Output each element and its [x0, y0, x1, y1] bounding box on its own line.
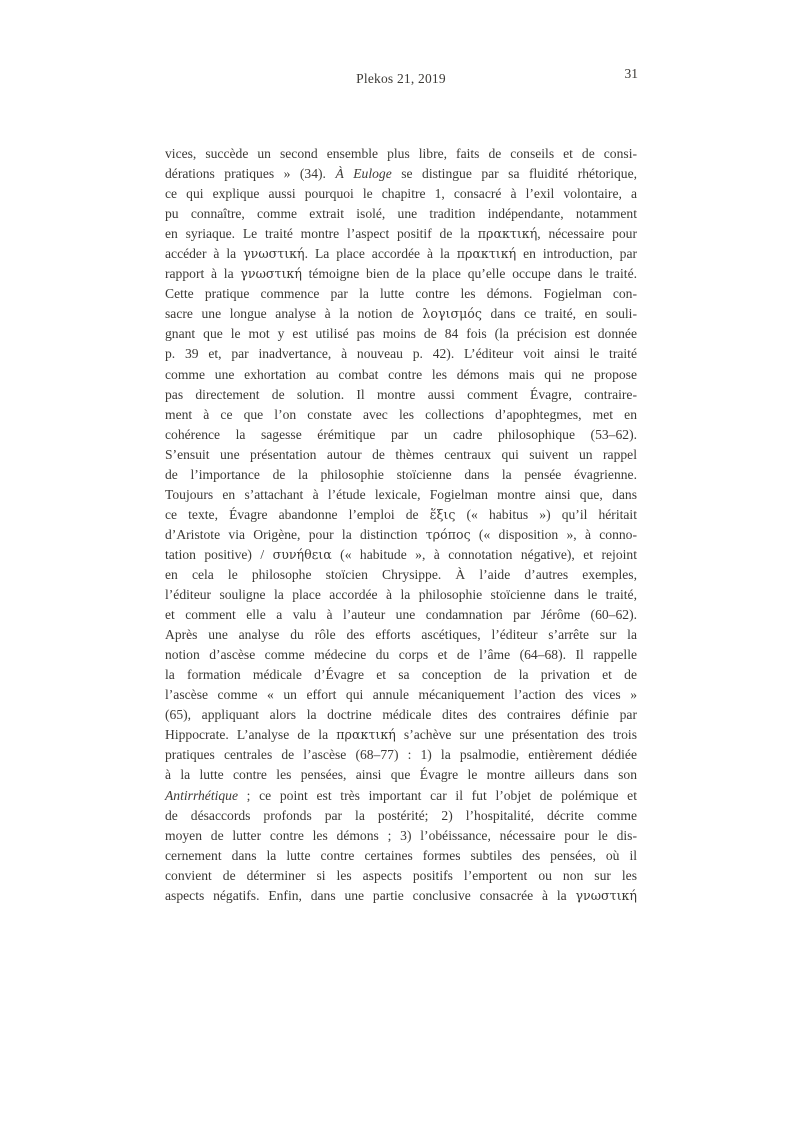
text-segment: tation positive) / [165, 546, 273, 562]
page-body [165, 144, 637, 906]
text-segment: (65), appliquant alors la doctrine médicale dites des contraires définie par [165, 707, 637, 723]
text-line [165, 745, 637, 765]
text-line [165, 645, 637, 665]
text-segment: notion d’ascèse comme médecine du corps et de l’âme (64–68). Il rappelle [165, 647, 637, 663]
text-line [165, 365, 637, 385]
text-line [165, 705, 637, 725]
text-line [165, 385, 637, 405]
work-title: À Euloge [335, 166, 392, 182]
text-segment: s’achève sur une présentation des trois [395, 727, 637, 743]
text-line [165, 665, 637, 685]
greek-term: γνωστική [243, 246, 305, 262]
greek-term: γνωστική [575, 887, 637, 903]
text-segment: comme une exhortation au combat contre les démons mais qui ne propose [165, 366, 637, 382]
text-segment: (« disposition », à conno- [470, 526, 637, 542]
text-line [165, 344, 637, 364]
text-segment: la formation médicale d’Évagre et sa conception de la privation et de [165, 667, 637, 683]
text-line [165, 806, 637, 826]
text-line [165, 425, 637, 445]
text-segment: se distingue par sa fluidité rhétorique, [391, 166, 637, 182]
text-line [165, 886, 637, 906]
text-line [165, 786, 637, 806]
text-segment: gnant que le mot y est utilisé pas moins de 84 fois (la précision est donnée [165, 326, 637, 342]
text-line [165, 846, 637, 866]
text-line [165, 485, 637, 505]
text-segment: aspects négatifs. Enfin, dans une partie conclusive consacrée à la [165, 887, 576, 903]
text-line [165, 505, 637, 525]
text-segment: dans ce traité, en souli- [481, 306, 637, 322]
text-line [165, 545, 637, 565]
greek-term: πρακτική [477, 226, 538, 242]
text-segment: à la lutte contre les pensées, ainsi que Évagre le montre ailleurs dans son [165, 767, 637, 783]
text-line [165, 826, 637, 846]
greek-term: ἕξις [429, 506, 456, 522]
greek-term: λογισμός [422, 306, 482, 322]
text-segment: cernement dans la lutte contre certaines formes subtiles des pensées, où il [165, 847, 637, 863]
text-line [165, 405, 637, 425]
text-segment: en introduction, par [516, 246, 638, 262]
text-segment: de l’importance de la philosophie stoïcienne dans la pensée évagrienne. [165, 466, 637, 482]
text-line [165, 264, 637, 284]
text-segment: moyen de lutter contre les démons ; 3) l’obéissance, nécessaire pour le dis- [165, 827, 637, 843]
text-segment: (« habitude », à connotation négative), et rejoint [331, 546, 637, 562]
text-segment: ment à ce que l’on constate avec les collections d’apophtegmes, met en [165, 406, 637, 422]
text-line [165, 324, 637, 344]
journal-title: Plekos 21, 2019 [356, 71, 446, 86]
text-segment: en cela le philosophe stoïcien Chrysippe. À l’aide d’autres exemples, [165, 566, 637, 582]
text-segment: pas directement de solution. Il montre aussi comment Évagre, contraire- [165, 386, 637, 402]
text-segment: rapport à la [165, 266, 241, 282]
text-line [165, 144, 637, 164]
text-segment: ce texte, Évagre abandonne l’emploi de [165, 506, 430, 522]
text-segment: (« habitus ») qu’il héritait [455, 506, 637, 522]
text-segment: de désaccords profonds par la postérité; 2) l’hospitalité, décrite comme [165, 807, 637, 823]
text-line [165, 244, 637, 264]
text-segment: Toujours en s’attachant à l’étude lexicale, Fogielman montre ainsi que, dans [165, 486, 637, 502]
text-line [165, 224, 637, 244]
text-line [165, 284, 637, 304]
text-line [165, 565, 637, 585]
text-line [165, 465, 637, 485]
work-title: Antirrhétique [165, 787, 238, 803]
text-segment: , nécessaire pour [537, 226, 637, 242]
text-line [165, 525, 637, 545]
text-segment: sacre une longue analyse à la notion de [165, 306, 423, 322]
text-line [165, 184, 637, 204]
text-line [165, 445, 637, 465]
text-segment: en syriaque. Le traité montre l’aspect positif de la [165, 226, 478, 242]
text-segment: p. 39 et, par inadvertance, à nouveau p. 42). L’éditeur voit ainsi le traité [165, 346, 637, 362]
text-segment: accéder à la [165, 246, 244, 262]
text-segment: l’éditeur souligne la place accordée à la philosophie stoïcienne dans le traité, [165, 587, 637, 603]
greek-term: συνήθεια [272, 546, 332, 562]
page-number: 31 [624, 66, 638, 81]
text-segment: Cette pratique commence par la lutte contre les démons. Fogielman con- [165, 286, 637, 302]
text-segment: convient de déterminer si les aspects positifs l’emportent ou non sur les [165, 867, 637, 883]
text-line [165, 625, 637, 645]
text-segment: Après une analyse du rôle des efforts ascétiques, l’éditeur s’arrête sur la [165, 627, 637, 643]
greek-term: πρακτική [456, 246, 517, 262]
text-segment: vices, succède un second ensemble plus libre, faits de conseils et de consi- [165, 146, 637, 161]
text-line [165, 585, 637, 605]
text-line [165, 765, 637, 785]
text-line [165, 725, 637, 745]
text-segment: pu connaître, comme extrait isolé, une tradition indépendante, notamment [165, 206, 637, 222]
text-line [165, 304, 637, 324]
text-line [165, 164, 637, 184]
text-segment: l’ascèse comme « un effort qui annule mécaniquement l’action des vices » [165, 687, 637, 703]
text-segment: et comment elle a valu à l’auteur une condamnation par Jérôme (60–62). [165, 607, 637, 623]
text-segment: cohérence la sagesse érémitique par un cadre philosophique (53–62). [165, 426, 637, 442]
text-segment: pratiques centrales de l’ascèse (68–77) : 1) la psalmodie, entièrement dédiée [165, 747, 637, 763]
greek-term: τρόπος [425, 526, 471, 542]
text-segment: ; ce point est très important car il fut l’objet de polémique et [238, 787, 637, 803]
text-segment: témoigne bien de la place qu’elle occupe dans le traité. [301, 266, 637, 282]
greek-term: γνωστική [240, 266, 302, 282]
text-line [165, 866, 637, 886]
text-segment: d’Aristote via Origène, pour la distinction [165, 526, 426, 542]
text-segment: . La place accordée à la [304, 246, 457, 262]
text-line [165, 204, 637, 224]
text-segment: Hippocrate. L’analyse de la [165, 727, 337, 743]
text-line [165, 605, 637, 625]
text-segment: S’ensuit une présentation autour de thèmes centraux qui suivent un rappel [165, 446, 637, 462]
greek-term: πρακτική [336, 727, 396, 743]
text-segment: ce qui explique aussi pourquoi le chapitre 1, consacré à l’exil volontaire, a [165, 186, 637, 202]
text-line [165, 685, 637, 705]
text-segment: dérations pratiques » (34). [165, 166, 336, 182]
